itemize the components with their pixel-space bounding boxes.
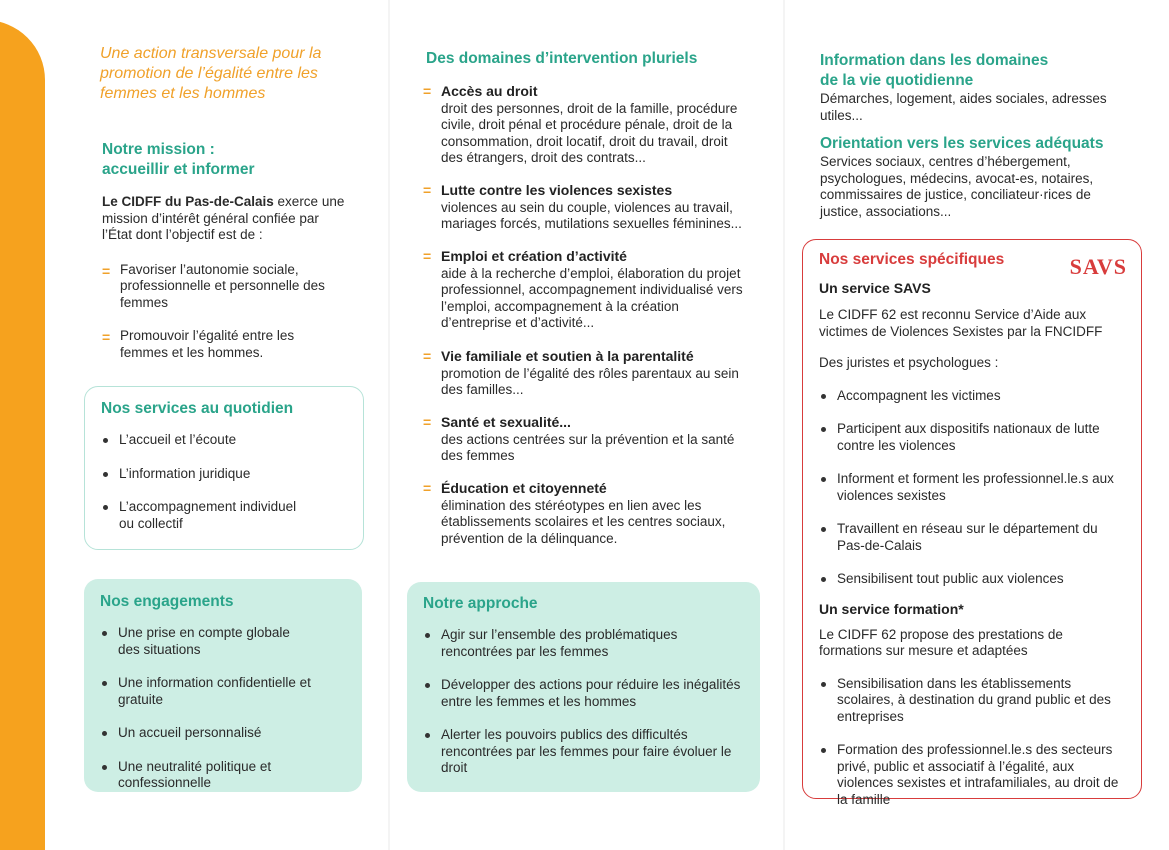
list-item: Une neutralité politique et confessionnelle xyxy=(100,759,348,792)
approach-box xyxy=(407,582,760,792)
domain-item: = Éducation et citoyenneté élimination des stéréotypes en lien avec les établissements scolaires et les centres sociaux, prévention de la délinquance. xyxy=(423,480,726,546)
list-item: Sensibilisent tout public aux violences xyxy=(819,571,1127,588)
savs-logo: SAVS xyxy=(1069,254,1127,279)
list-item: Informent et forment les professionnel.le.s aux violences sexistes xyxy=(819,471,1127,504)
mission-title-line1: Notre mission : xyxy=(102,141,215,158)
formation-list xyxy=(819,676,1127,809)
equals-icon: = xyxy=(423,414,432,430)
equals-icon: = xyxy=(102,262,111,279)
info-section xyxy=(820,51,1140,220)
juristes-text: Des juristes et psychologues : xyxy=(819,355,999,370)
list-item: Développer des actions pour réduire les inégalités entre les femmes et les hommes xyxy=(423,677,746,710)
objective-item: = Favoriser l’autonomie sociale, professionnelle et personnelle des femmes xyxy=(102,261,325,310)
bullet-icon xyxy=(821,394,826,399)
list-item: Sensibilisation dans les établissements scolaires, à destination du grand public et des entreprises xyxy=(819,676,1127,726)
mission-org: Le CIDFF du Pas-de-Calais xyxy=(102,194,274,209)
equals-icon: = xyxy=(423,348,432,364)
orientation-text: Services sociaux, centres d’hébergement, psychologues, médecins, avocat-es, notaires, commissaires de justice, conciliateur·rices de justice, associations... xyxy=(820,154,1094,219)
savs-list xyxy=(819,388,1127,588)
list-item: Participent aux dispositifs nationaux de lutte contre les violences xyxy=(819,421,1107,454)
specific-services-box xyxy=(802,239,1142,807)
approach-list xyxy=(423,627,746,777)
fold-line-2 xyxy=(783,0,785,850)
list-item: Un accueil personnalisé xyxy=(100,725,348,742)
list-item: L’accueil et l’écoute xyxy=(101,432,347,449)
commitments-title: Nos engagements xyxy=(100,593,234,610)
daily-services-box xyxy=(84,386,364,550)
list-item: Accompagnent les victimes xyxy=(819,388,1127,405)
info-title-line2: de la vie quotidienne xyxy=(820,72,974,89)
bullet-icon xyxy=(102,631,107,636)
mission-section xyxy=(102,140,362,361)
bullet-icon xyxy=(821,427,826,432)
bullet-icon xyxy=(821,527,826,532)
bullet-icon xyxy=(425,683,430,688)
list-item: Formation des professionnel.le.s des secteurs privé, public et associatif à l’égalité, aux violences sexistes et intrafamiliales, au droit de la famille xyxy=(819,742,1127,808)
domain-item: = Accès au droit droit des personnes, droit de la famille, procédure civile, droit pénal et procédure pénale, droit de la consommation, droit locatif, droit du travail, droit des étrangers, droit des contrats... xyxy=(423,83,738,165)
info-title-line1: Information dans les domaines xyxy=(820,52,1049,69)
domain-item: = Lutte contre les violences sexistes violences au sein du couple, violences au travail, mariages forcés, mutilations sexuelles féminines... xyxy=(423,182,742,231)
domain-item: = Santé et sexualité... des actions centrées sur la prévention et la santé des femmes xyxy=(423,414,735,463)
equals-icon: = xyxy=(423,480,432,496)
intro-tagline: Une action transversale pour la promotion de l’égalité entre les femmes et les hommes xyxy=(100,45,322,102)
bullet-icon xyxy=(103,505,108,510)
list-item: Une information confidentielle et gratuite xyxy=(100,675,348,708)
bullet-icon xyxy=(102,731,107,736)
info-text: Démarches, logement, aides sociales, adresses utiles... xyxy=(820,91,1107,123)
domain-item: = Emploi et création d’activité aide à la recherche d’emploi, élaboration du projet professionnel, accompagnement individualisé vers l’emploi, accompagnement à la création d’entreprise et d’activité... xyxy=(423,248,743,330)
bullet-icon xyxy=(103,438,108,443)
specific-services-title: Nos services spécifiques xyxy=(819,251,1005,268)
bullet-icon xyxy=(103,472,108,477)
mission-title-line2: accueillir et informer xyxy=(102,161,255,178)
approach-title: Notre approche xyxy=(423,595,538,612)
commitments-box xyxy=(84,579,362,792)
objective-item: = Promouvoir l’égalité entre les femmes et les hommes. xyxy=(102,328,295,360)
bullet-icon xyxy=(821,682,826,687)
objectives-list xyxy=(102,262,327,362)
equals-icon: = xyxy=(423,182,432,198)
orientation-title: Orientation vers les services adéquats xyxy=(820,135,1104,152)
savs-title: Un service SAVS xyxy=(819,280,931,296)
list-item: Travaillent en réseau sur le département du Pas-de-Calais xyxy=(819,521,1107,554)
formation-text: Le CIDFF 62 propose des prestations de formations sur mesure et adaptées xyxy=(819,626,1063,658)
equals-icon: = xyxy=(423,83,432,99)
bullet-icon xyxy=(102,681,107,686)
savs-text: Le CIDFF 62 est reconnu Service d’Aide aux victimes de Violences Sexistes par la FNCIDFF xyxy=(819,307,1103,339)
mission-text: exerce une mission d’intérêt général confiée par l’État dont l’objectif est de : xyxy=(102,194,345,242)
list-item: L’accompagnement individuel ou collectif xyxy=(101,499,309,532)
formation-title: Un service formation* xyxy=(819,600,964,617)
list-item: Alerter les pouvoirs publics des difficultés rencontrées par les femmes pour faire évoluer le droit xyxy=(423,727,746,777)
bullet-icon xyxy=(425,633,430,638)
daily-services-title: Nos services au quotidien xyxy=(101,400,294,417)
daily-services-list xyxy=(101,432,347,532)
list-item: L’information juridique xyxy=(101,466,347,483)
equals-icon: = xyxy=(102,329,111,345)
mission-paragraph xyxy=(102,194,352,244)
list-item: Une prise en compte globale des situations xyxy=(100,625,298,658)
domains-title: Des domaines d’intervention pluriels xyxy=(426,50,698,67)
equals-icon: = xyxy=(423,248,432,264)
fold-line-1 xyxy=(388,0,390,850)
commitments-list xyxy=(100,625,348,792)
bullet-icon xyxy=(821,748,826,753)
bullet-icon xyxy=(821,577,826,582)
orange-decorative-shape xyxy=(0,20,45,850)
bullet-icon xyxy=(821,477,826,482)
bullet-icon xyxy=(425,733,430,738)
bullet-icon xyxy=(102,765,107,770)
list-item: Agir sur l’ensemble des problématiques rencontrées par les femmes xyxy=(423,627,746,660)
domain-item: = Vie familiale et soutien à la parentalité promotion de l’égalité des rôles parentaux au sein des familles... xyxy=(423,348,739,397)
